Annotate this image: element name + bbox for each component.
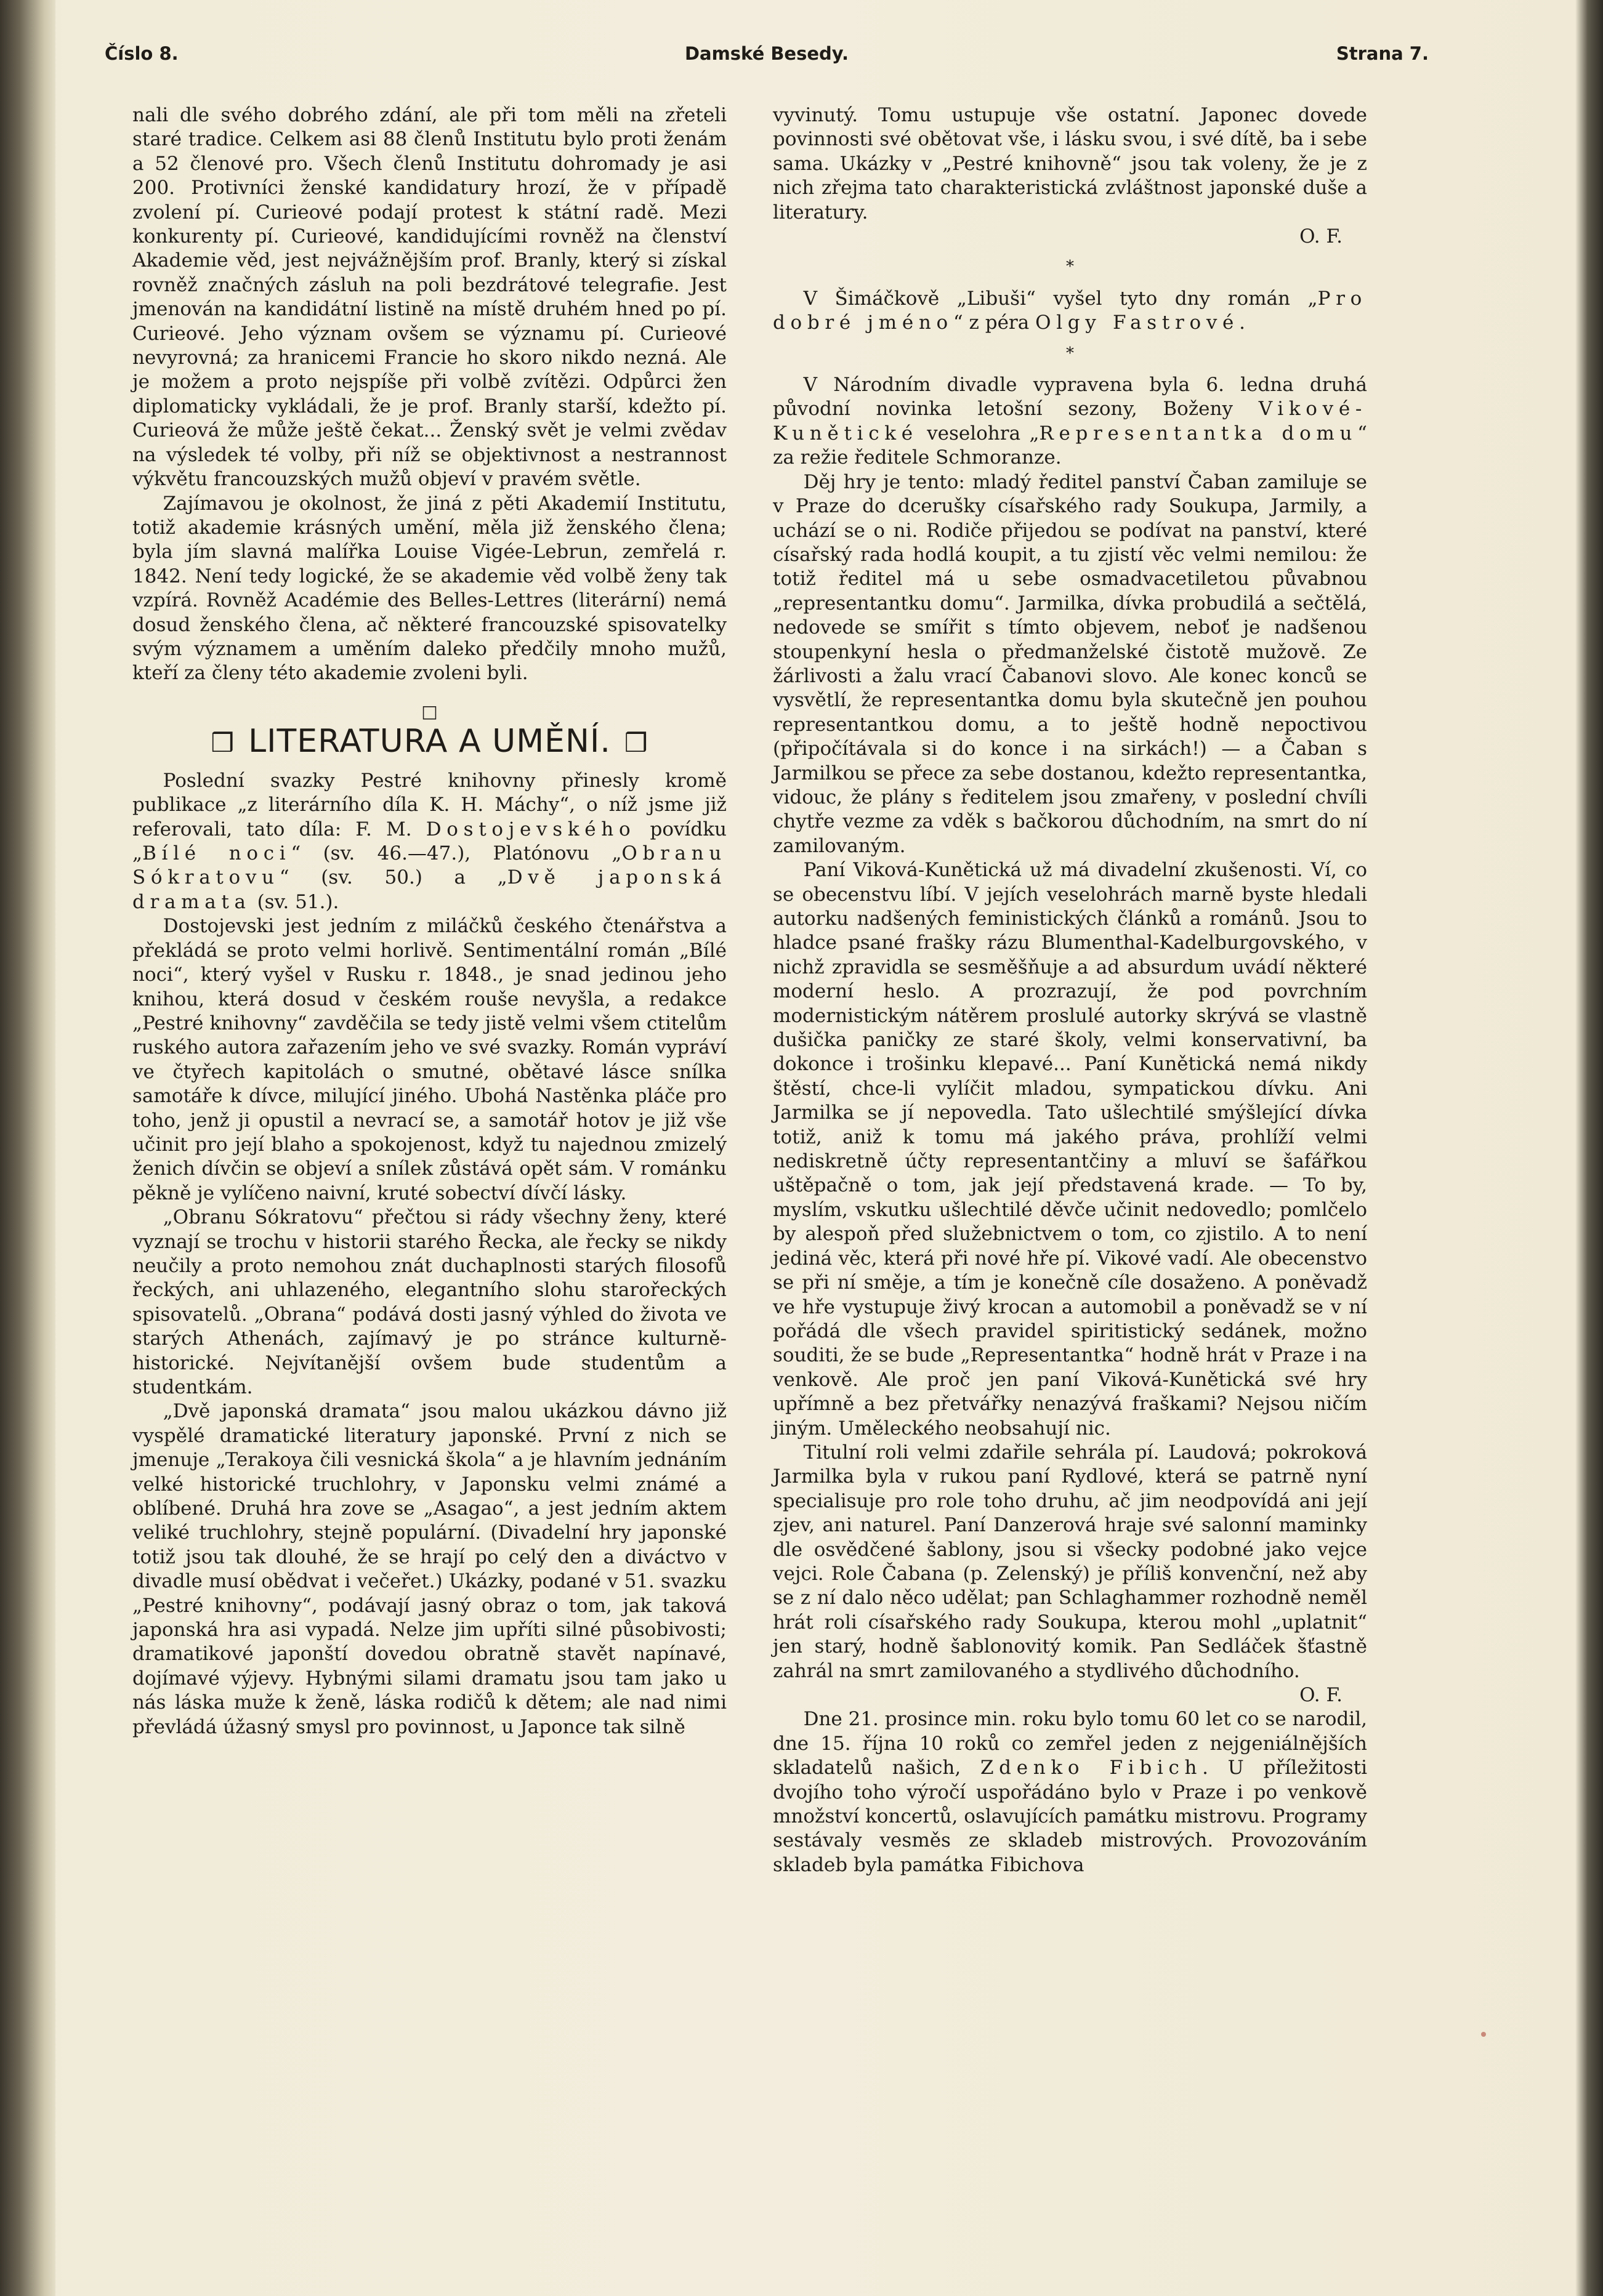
paragraph-obrana: „Obranu Sókratovu“ přečtou si rády všechny ženy, které vyznají se trochu v historii starého Řecka, ale řecky se nikdy neučily a proto nemohou znát duchaplnosti starých filosofů řeckých, ani uhlazeného, elegantního slohu starořeckých spisovatelů. „Obrana“ podává dosti jasný výhled do života ve starých Athenách, zajímavý je po stránce kulturně-historické. Nejvítanější ovšem bude studentům a studentkám.: [132, 1206, 727, 1399]
paper-stain: [1481, 2032, 1486, 2037]
page-number: Strana 7.: [1336, 43, 1429, 64]
paragraph-japonska-dramata: „Dvě japonská dramata“ jsou malou ukázkou dávno již vyspělé dramatické literatury japonské. První z nich se jmenuje „Terakoya čili vesnická škola“ a je hlavním jednáním velké historické truchlohry, v Japonsku velmi známé a oblíbené. Druhá hra zove se „Asagao“, a jest jedním aktem veliké truchlohry, stejně populární. (Divadelní hry japonské totiž jsou tak dlouhé, že se hrají po celý den a diváctvo v divadle musí obědvat i večeřet.) Ukázky, podané v 51. svazku „Pestré knihovny“, podávají jasný obraz o tom, jak taková japonská hra asi vypadá. Nelze jim upříti silné působivosti; dramatikové japonští dovedou obratně stavět napínavé, dojímavé výjevy. Hybnými silami dramatu jsou tam jako u nás láska muže k ženě, láska rodičů k dětem; ale nad nimi převládá úžasný smysl pro povinnost, u Japonce tak silně: [132, 1400, 727, 1738]
composer-fibich: Zdenko Fibich: [980, 1757, 1203, 1779]
signature: O. F.: [1299, 1684, 1343, 1706]
paragraph-obsazeni: Titulní roli velmi zdařile sehrála pí. Laudová; pokroková Jarmilka byla v rukou paní Rydlové, která se patrně nyní specialisuje pro role toho druhu, ač jim neodpovídá ani její zjev, ani naturel. Paní Danzerová hraje své salonní maminky dle osvědčené šablony, jsou si všecky podobné jako vejce vejci. Role Čabana (p. Zelenský) je příliš konvenční, než aby se z ní dalo něco udělat; pan Schlaghammer rozhodně neměl hrát roli císařského rady Soukupa, kterou mohl „uplatnit“ jen starý, hodně šablonovitý komik. Pan Sedláček šťastně zahrál na smrt zamilovaného a stydlivého důchodního. O. F.: [773, 1441, 1367, 1707]
separator-star: *: [1066, 257, 1074, 276]
page-header: [105, 43, 1429, 74]
title-representantka-domu: Representantka domu: [1039, 422, 1358, 445]
author-vikova-kuneticka: Vikové-Kunětické: [773, 398, 1368, 445]
paragraph-academy: Zajímavou je okolnost, že jiná z pěti Akademií Institutu, totiž akademie krásných umění, měla již ženského člena; byla jím slavná malířka Louise Vigée-Lebrun, zemřelá r. 1842. Není tedy logické, že se akademie věd volbě ženy tak vzpírá. Rovněž Académie des Belles-Lettres (literární) nemá dosud ženského člena, ač některé francouzské spisovatelky svým významem a uměním daleko předčily mnoho mužů, kteří za členy této akademie zvoleni byli.: [132, 492, 727, 685]
paragraph-japonec: vyvinutý. Tomu ustupuje vše ostatní. Japonec dovede povinnosti své obětovat vše, i lásku svou, i své dítě, ba i sebe sama. Ukázky v „Pestré knihovně“ jsou tak voleny, že je z nich zřejma tato charakteristická zvláštnost japonské duše a literatury. O. F.: [773, 103, 1367, 249]
paragraph-pestra-knihovna: Poslední svazky Pestré knihovny přinesly kromě publikace „z literárního díla K. H. Máchy“, o níž jsme již referovali, tato díla: F. M. Dostojevského povídku „Bílé noci“ (sv. 46.—47.), Platónovu „Obranu Sókratovu“ (sv. 50.) a „Dvě japonská dramata (sv. 51.).: [132, 769, 727, 913]
section-title-text: LITERATURA A UMĚNÍ.: [248, 723, 611, 760]
paragraph-dej-hry: Děj hry je tento: mladý ředitel panství Čaban zamiluje se v Praze do dcerušky císařského rady Soukupa, Jarmily, a uchází se o ni. Rodiče přijedou se podívat na panství, které císařský rada hodlá koupit, a tu zjistí věc velmi nemilou: že totiž ředitel má u sebe osmadvacetiletou půvabnou „representantku domu“. Jarmilka, dívka probudilá a sečtělá, nedovede se smířit s tímto objevem, neboť je nadšenou stoupenkyní hesla o předmanželské čistotě mužově. Ze žárlivosti a žalu vrací Čabanovi slovo. Ale konec konců se vysvětlí, že representantka domu byla skutečně jen pouhou representantkou domu, a to ještě hodně nepoctivou (připočítávala si do konce i na sirkách!) — a Čaban s Jarmilkou se přece za sebe dostanou, kdežto representantka, vidouc, že plány s ředitelem jsou zmařeny, v poslední chvíli chytře vezme za vděk s bačkorou důchodním, na smrt do ní zamilovaným.: [773, 470, 1367, 857]
title-bile-noci: Bílé noci: [142, 842, 291, 865]
section-heading: [132, 723, 727, 760]
ornament-left-icon: ❒: [211, 728, 235, 759]
publication-title: Damské Besedy.: [684, 43, 849, 64]
issue-number: Číslo 8.: [105, 43, 179, 64]
paragraph-libuse: V Šimáčkově „Libuši“ vyšel tyto dny román „Pro dobré jméno“ z péra Olgy Fastrové.: [773, 287, 1367, 334]
paragraph-dostojevskij: Dostojevski jest jedním z miláčků českého čtenářstva a překládá se proto velmi horlivě. Sentimentální román „Bílé noci“, který vyšel v Rusku r. 1848., je snad jedinou jeho knihou, která dosud v českém rouše nevyšla, a redakce „Pestré knihovny“ zavděčila se tedy jistě velmi všem ctitelům ruského autora zařazením jeho ve své svazky. Román vypráví ve čtyřech kapitolách o smutné, obětavé lásce snílka samotáře k dívce, milující jiného. Ubohá Nastěnka pláče pro toho, jenž ji opustil a nevrací se, a samotář hotov je již vše učinit pro její blaho a spokojenost, když tu najednou zmizelý ženich dívčin se objeví a snílek zůstává opět sám. V románku pěkně je vylíčeno naivní, kruté sobectví dívčí lásky.: [132, 915, 727, 1204]
author-dostojevskij: Dostojevského: [426, 818, 636, 840]
paragraph-fibich: Dne 21. prosince min. roku bylo tomu 60 let co se narodil, dne 15. října 10 roků co zemřel jeden z nejgeniálnějších skladatelů našich, Zdenko Fibich. U příležitosti dvojího toho výročí uspořádáno bylo v Praze i po venkově množství koncertů, oslavujících památku mistrovu. Programy sestávaly vesměs ze skladeb mistrových. Provozováním skladeb byla památka Fibichova: [773, 1708, 1367, 1876]
binding-shadow: [0, 0, 55, 2296]
signature: O. F.: [1299, 225, 1343, 248]
paragraph-kriticka: Paní Viková-Kunětická už má divadelní zkušenosti. Ví, co se obecenstvu líbí. V jejích veselohrách marně byste hledali autorku nadšených feministických článků a románů. Jsou to hladce psané frašky rázu Blumenthal-Kadelburgovského, v nichž zpravidla se sesměšňuje a ad absurdum uvádí některé moderní heslo. A prozrazují, že pod povrchním modernistickým nátěrem proslulé autorky skrývá se vlastně dušička paničky ze staré školy, velmi konservativní, ba dokonce i trošinku klepavé... Paní Kunětická nemá nikdy štěstí, chce-li vylíčit mladou, sympatickou dívku. Ani Jarmilka se jí nepovedla. Tato ušlechtilé smýšlející dívka totiž, aniž k tomu má jakého práva, prohlíží velmi nediskretně účty representantčiny a mluví se šafářkou uštěpačně o tom, jak její představená krade. — To by, myslím, vskutku ušlechtilé děvče učinit nedovedlo; pomlčelo by alespoň před služebnictvem o tom, co zjistilo. A to není jediná věc, která při nové hře pí. Vikové vadí. Ale obecenstvo se při ní směje, a tím je konečně cíle dosaženo. A poněvadž ve hře vystupuje živý krocan a automobil a poněvadž se v ní pořádá dle všech pravidel spiritistický sedánek, možno souditi, že se bude „Representantka“ hodně hrát v Praze i na venkově. Ale proč jen paní Viková-Kunětická své hry upřímně a bez přetvářky nenazývá fraškami? Nejsou ničím jiným. Uměleckého neobsahují nic.: [773, 859, 1367, 1440]
section-ornament-box: □: [421, 701, 438, 722]
ornament-right-icon: ❒: [624, 728, 648, 759]
left-column: [132, 103, 727, 1739]
author-fastrova: Olgy Fastrové: [1035, 312, 1240, 334]
title-obrana: Obranu Sókratovu: [132, 842, 727, 889]
right-column: [773, 103, 1367, 1877]
title-pro-dobre-jmeno: Pro dobré jméno: [773, 287, 1367, 334]
separator-star: *: [1066, 344, 1074, 363]
page-edge-shadow: [1575, 0, 1603, 2296]
paragraph-narodni-divadlo: V Národním divadle vypravena byla 6. ledna druhá původní novinka letošní sezony, Boženy Vikové-Kunětické veselohra „Representantka domu“ za režie ředitele Schmoranze.: [773, 374, 1368, 469]
title-japonska-dramata: Dvě japonská dramata: [132, 866, 727, 913]
paragraph-curie-continued: nali dle svého dobrého zdání, ale při tom měli na zřeteli staré tradice. Celkem asi 88 členů Institutu bylo proti ženám a 52 členové pro. Všech členů Institutu dohromady je asi 200. Protivníci ženské kandidatury hrozí, že v případě zvolení pí. Curieové podají protest k státní radě. Mezi konkurenty pí. Curieové, kandidujícími rovněž na členství Akademie věd, jest nejvážnějším prof. Branly, který si získal rovněž značných zásluh na poli bezdrátové telegrafie. Jest jmenován na kandidátní listině na místě druhém hned po pí. Curieové. Jeho význam ovšem se významu pí. Curieové nevyrovná; za hranicemi Francie ho skoro nikdo nezná. Ale je možem a proto nejspíše při volbě zvítězi. Odpůrci žen diplomaticky vykládali, že je prof. Branly starší, kdežto pí. Curieová že může ještě čekat... Ženský svět je velmi zvědav na výsledek té volby, při níž se objektivnost a nestrannost výkvětu francouzských mužů objeví v pravém světle.: [132, 104, 727, 491]
